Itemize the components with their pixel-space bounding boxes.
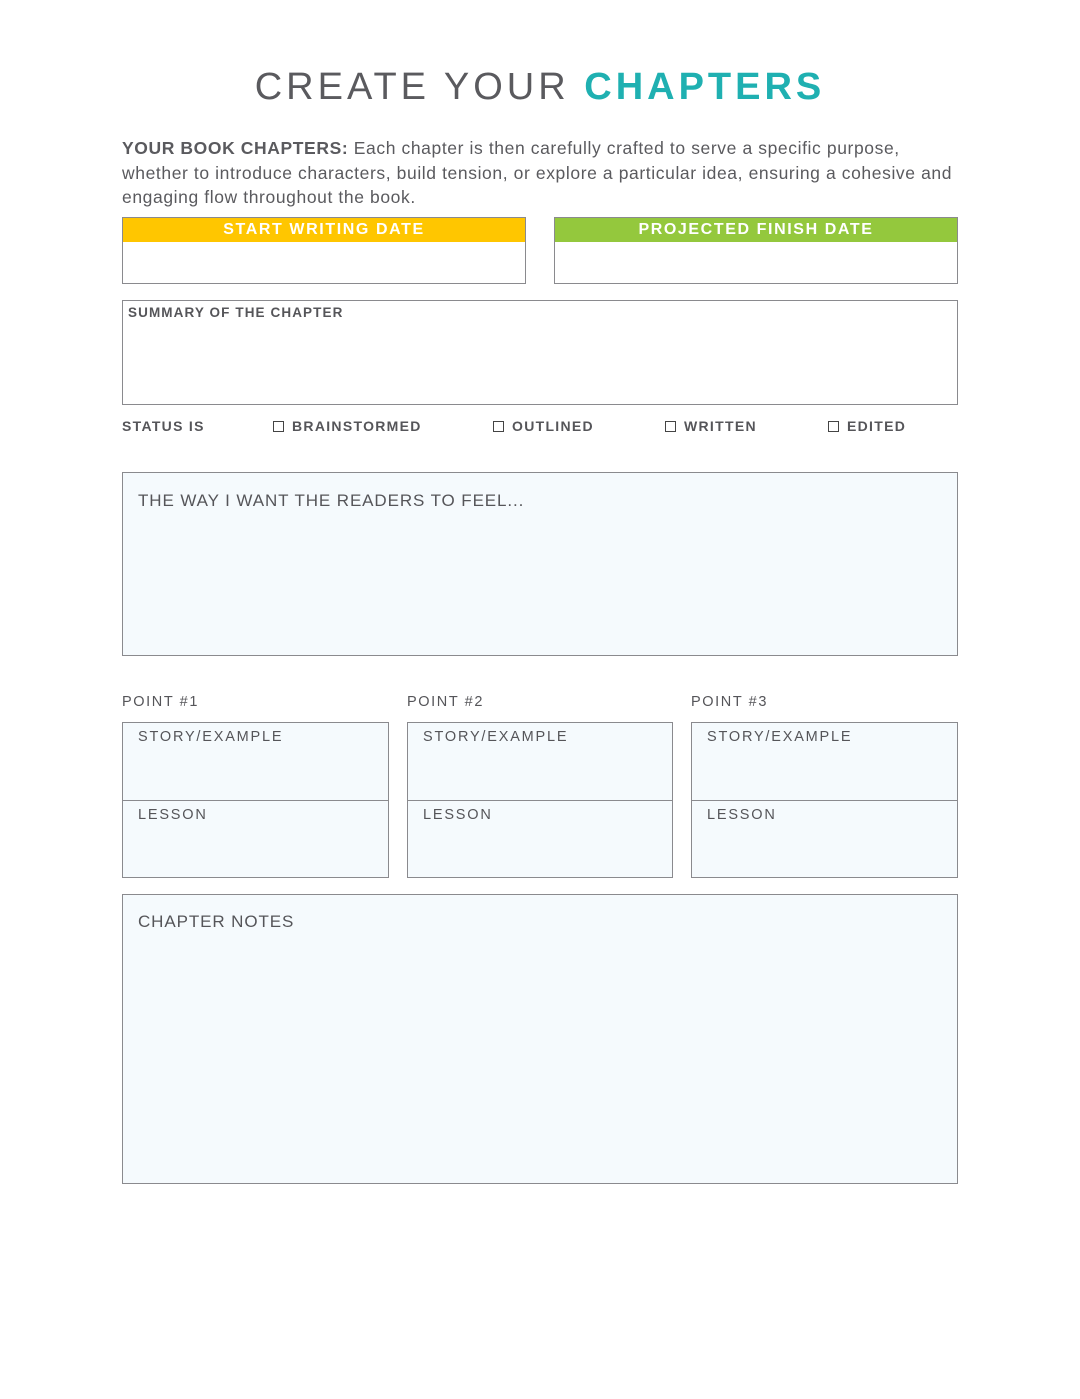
reader-feel-panel[interactable] [122,472,958,656]
title-prefix: CREATE YOUR [254,66,585,108]
lesson-label: LESSON [138,807,208,823]
checkbox-icon[interactable] [273,421,284,432]
checkbox-icon[interactable] [665,421,676,432]
point-2-lesson-field[interactable] [408,800,672,877]
status-row [122,418,958,438]
title-accent: CHAPTERS [584,66,826,108]
point-3-lesson-field[interactable] [692,800,957,877]
point-1-lesson-field[interactable] [123,800,388,877]
status-option-edited[interactable]: EDITED [828,418,906,434]
story-label: STORY/EXAMPLE [423,729,569,745]
point-3-box [691,722,958,878]
finish-date-header: PROJECTED FINISH DATE [555,218,957,242]
summary-label: SUMMARY OF THE CHAPTER [128,305,344,320]
status-option-written[interactable]: WRITTEN [665,418,757,434]
status-option-outlined[interactable]: OUTLINED [493,418,594,434]
finish-date-box[interactable] [554,217,958,284]
chapter-notes-panel[interactable] [122,894,958,1184]
point-3-heading: POINT #3 [691,694,769,710]
checkbox-icon[interactable] [493,421,504,432]
story-label: STORY/EXAMPLE [707,729,853,745]
lesson-label: LESSON [707,807,777,823]
intro-paragraph [122,136,962,210]
intro-lead: YOUR BOOK CHAPTERS: [122,138,349,158]
summary-box[interactable] [122,300,958,405]
lesson-label: LESSON [423,807,493,823]
point-1-story-field[interactable] [123,723,388,800]
status-label: STATUS IS [122,418,205,434]
point-3-story-field[interactable] [692,723,957,800]
checkbox-icon[interactable] [828,421,839,432]
point-2-story-field[interactable] [408,723,672,800]
point-1-heading: POINT #1 [122,694,200,710]
chapter-notes-label: CHAPTER NOTES [138,912,295,931]
start-date-box[interactable] [122,217,526,284]
point-1-box [122,722,389,878]
point-2-heading: POINT #2 [407,694,485,710]
story-label: STORY/EXAMPLE [138,729,284,745]
status-option-brainstormed[interactable]: BRAINSTORMED [273,418,422,434]
intro-text: Each chapter is then carefully crafted to serve a specific purpose, whether to introduce characters, build tension, or explore a particular idea, ensuring a cohesive and engaging flow throughout the book. [122,138,953,207]
start-date-header: START WRITING DATE [123,218,525,242]
reader-feel-label: THE WAY I WANT THE READERS TO FEEL... [138,491,525,510]
point-2-box [407,722,673,878]
page-title [0,66,1080,109]
